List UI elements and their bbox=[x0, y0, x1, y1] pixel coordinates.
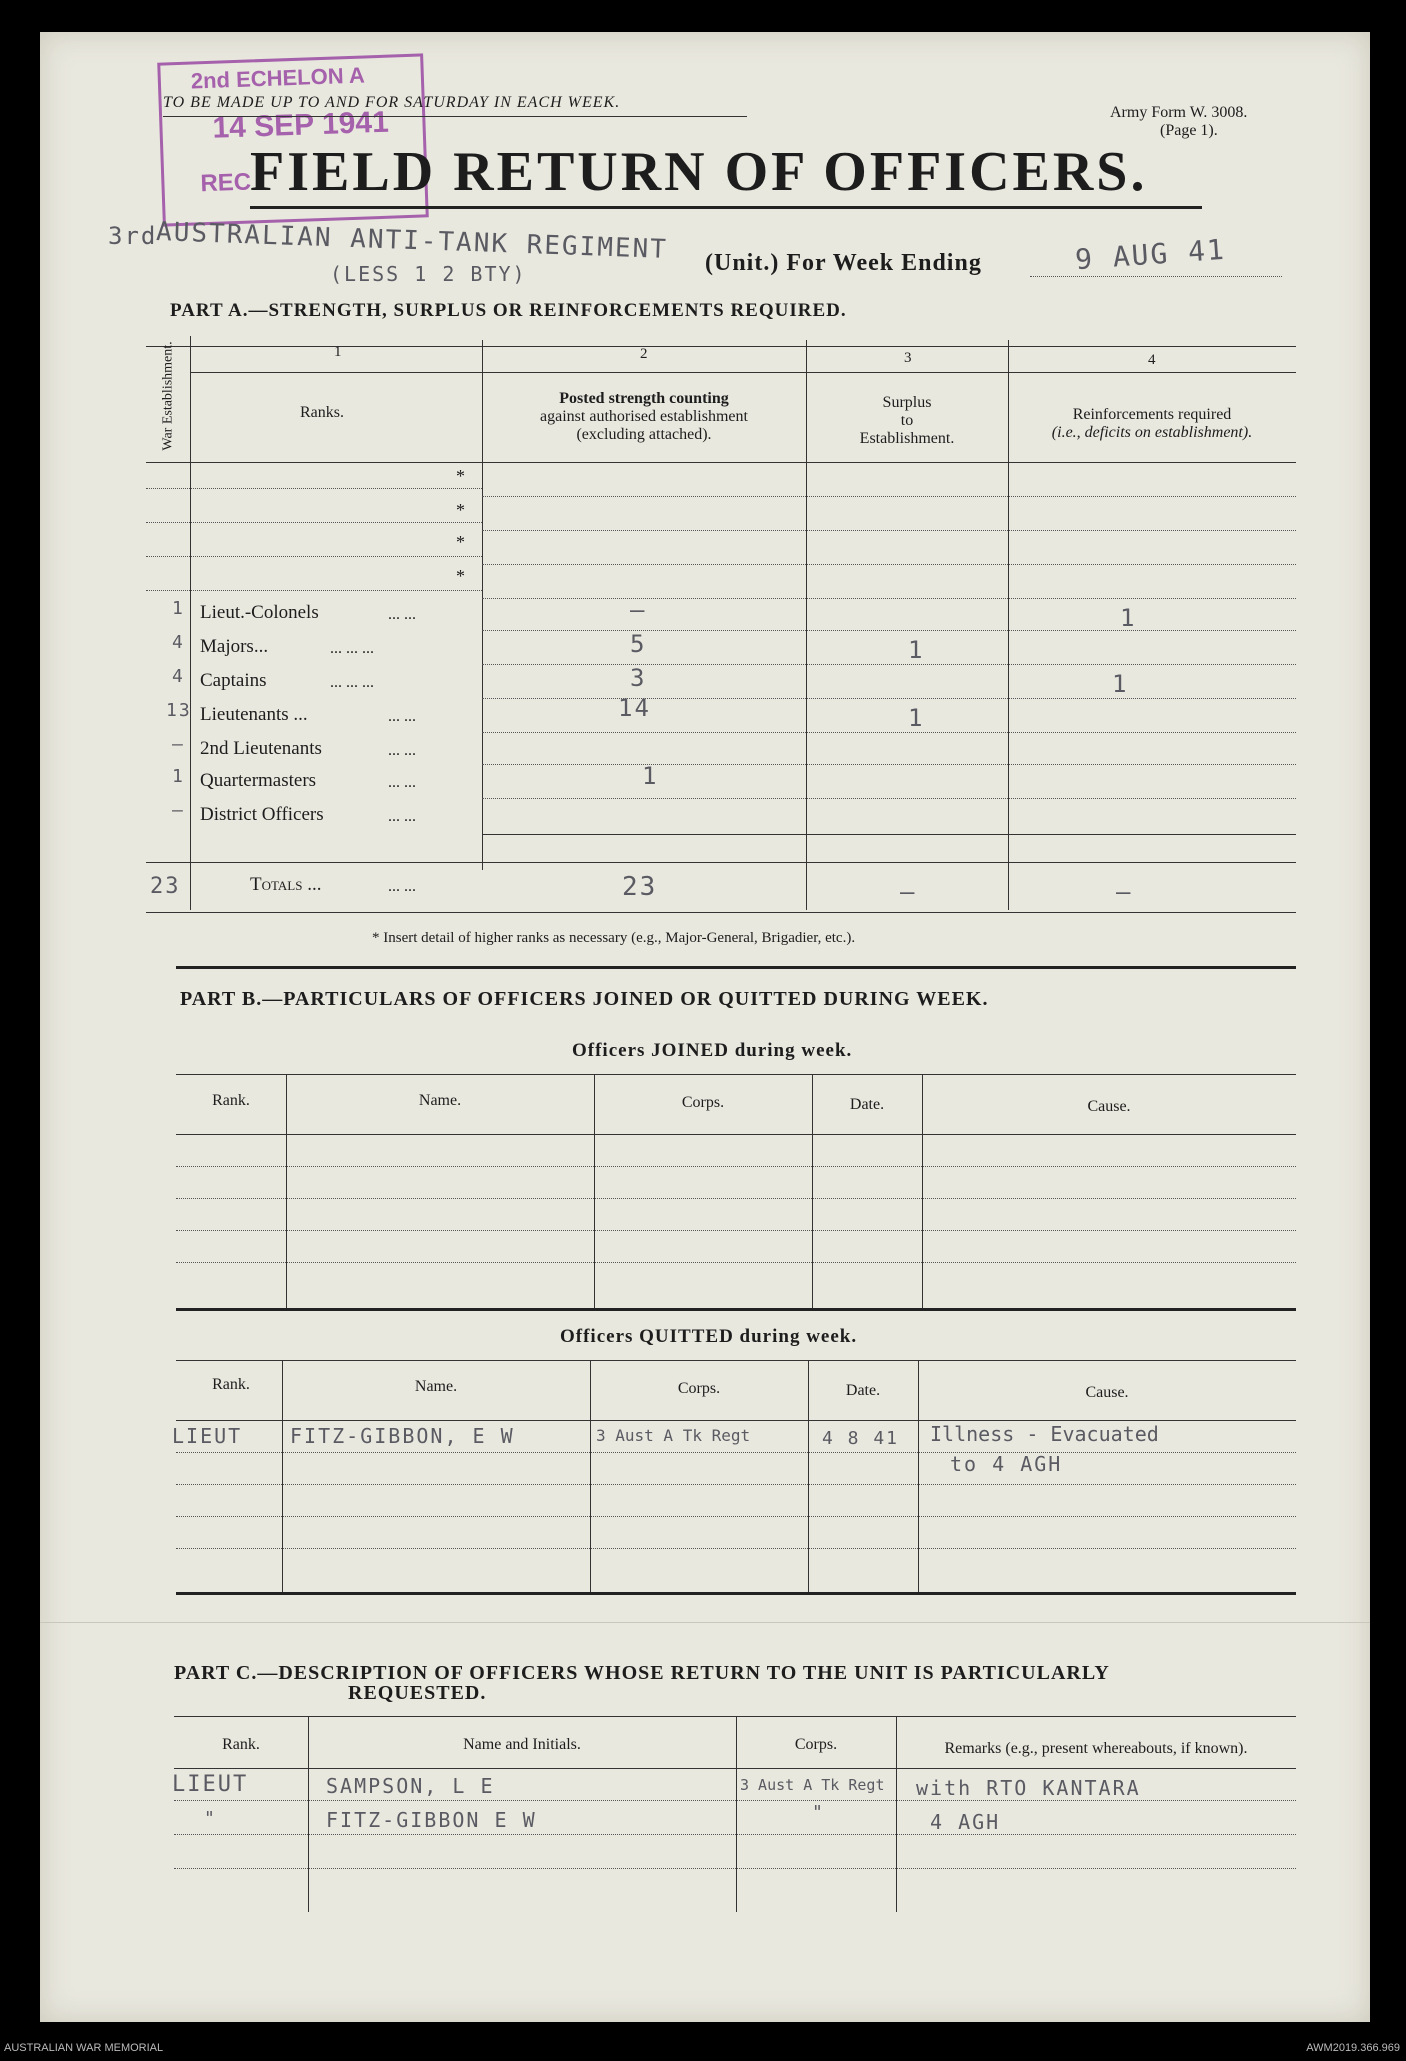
quitted-title: Officers QUITTED during week. bbox=[560, 1326, 858, 1347]
joined-row-line bbox=[176, 1198, 1296, 1199]
quitted-row-line bbox=[176, 1516, 1296, 1517]
instruction-line: TO BE MADE UP TO AND FOR SATURDAY IN EACH WEEK. bbox=[163, 94, 621, 111]
joined-sep bbox=[922, 1074, 923, 1310]
archive-footer-left: AUSTRALIAN WAR MEMORIAL bbox=[4, 2042, 164, 2054]
quitted-sep bbox=[808, 1360, 809, 1594]
col-number-3: 3 bbox=[904, 350, 912, 366]
part-a-header-rule bbox=[146, 462, 1296, 463]
star-marker: * bbox=[456, 566, 465, 586]
war-est-value: 1 bbox=[172, 766, 185, 787]
star-marker: * bbox=[456, 466, 465, 486]
rank-label: Lieutenants ... bbox=[200, 704, 308, 725]
reinf-value: 1 bbox=[1112, 670, 1129, 698]
value-dotline bbox=[482, 698, 1296, 699]
quitted-cause: Illness - Evacuated bbox=[930, 1422, 1159, 1446]
surplus-header-1: Surplus bbox=[882, 394, 932, 411]
rank-label: Lieut.-Colonels bbox=[200, 602, 319, 623]
joined-sep bbox=[286, 1074, 287, 1310]
part-c-sep bbox=[736, 1716, 737, 1912]
quitted-row-line bbox=[176, 1548, 1296, 1549]
rank-label: 2nd Lieutenants bbox=[200, 738, 322, 759]
posted-value: 14 bbox=[618, 694, 651, 722]
part-a-col-sep-1 bbox=[190, 336, 191, 910]
part-a-col-sep-2 bbox=[482, 340, 483, 870]
totals-posted: 23 bbox=[622, 872, 658, 902]
quitted-end-rule bbox=[176, 1592, 1296, 1595]
surplus-header-3: Establishment. bbox=[859, 430, 955, 447]
rank-leader-dots: ... ... bbox=[388, 606, 416, 623]
joined-col-corps: Corps. bbox=[681, 1094, 725, 1111]
quitted-row-line bbox=[176, 1484, 1296, 1485]
form-sheet bbox=[40, 32, 1370, 2022]
rank-leader-dots: ... ... bbox=[388, 808, 416, 825]
blank-value-dotline bbox=[482, 530, 1296, 531]
part-c-row-line bbox=[174, 1800, 1296, 1801]
unit-sub: (LESS 1 2 BTY) bbox=[330, 262, 527, 286]
part-c-rank: LIEUT bbox=[172, 1772, 249, 1797]
part-c-col-name: Name and Initials. bbox=[463, 1736, 581, 1753]
joined-title: Officers JOINED during week. bbox=[572, 1040, 853, 1061]
rank-leader-dots: ... ... bbox=[388, 774, 416, 791]
part-c-col-remarks: Remarks (e.g., present whereabouts, if known). bbox=[944, 1740, 1248, 1757]
part-c-top-rule bbox=[174, 1716, 1296, 1717]
rank-label: District Officers bbox=[200, 804, 324, 825]
value-rule bbox=[482, 834, 1296, 835]
blank-rank-dotline bbox=[146, 522, 482, 523]
war-est-value: – bbox=[172, 800, 185, 821]
rank-label: Majors... bbox=[200, 636, 269, 657]
blank-value-dotline bbox=[482, 496, 1296, 497]
part-a-col-sep-4 bbox=[1008, 340, 1009, 910]
war-est-value: 4 bbox=[172, 632, 185, 653]
surplus-value: 1 bbox=[908, 704, 925, 732]
part-c-sep bbox=[896, 1716, 897, 1912]
star-marker: * bbox=[456, 500, 465, 520]
part-c-col-corps: Corps. bbox=[794, 1736, 838, 1753]
totals-label: Totals ... bbox=[250, 874, 322, 895]
value-dotline bbox=[482, 664, 1296, 665]
war-est-value: – bbox=[172, 734, 185, 755]
stamp-line-1: 2nd ECHELON A bbox=[190, 62, 366, 94]
quitted-sep bbox=[590, 1360, 591, 1594]
joined-row-line bbox=[176, 1230, 1296, 1231]
title-underline bbox=[250, 206, 1202, 209]
joined-sep bbox=[594, 1074, 595, 1310]
part-c-name: SAMPSON, L E bbox=[326, 1774, 495, 1798]
part-b-heading: PART B.—PARTICULARS OF OFFICERS JOINED OR QUITTED DURING WEEK. bbox=[180, 988, 989, 1010]
quitted-rank: LIEUT bbox=[172, 1424, 243, 1448]
rank-label: Captains bbox=[200, 670, 267, 691]
joined-row-line bbox=[176, 1166, 1296, 1167]
rank-leader-dots: ... ... bbox=[388, 742, 416, 759]
instruction-underline bbox=[163, 116, 747, 117]
part-c-row-line bbox=[174, 1834, 1296, 1835]
joined-col-date: Date. bbox=[849, 1096, 885, 1113]
quitted-name: FITZ-GIBBON, E W bbox=[290, 1424, 515, 1448]
posted-value: 5 bbox=[630, 630, 647, 658]
part-a-top-rule bbox=[146, 346, 1296, 347]
quitted-col-rank: Rank. bbox=[212, 1376, 250, 1393]
quitted-col-date: Date. bbox=[845, 1382, 881, 1399]
part-a-footnote: * Insert detail of higher ranks as necessary (e.g., Major-General, Brigadier, etc.). bbox=[372, 930, 856, 946]
joined-top-rule bbox=[176, 1074, 1296, 1075]
posted-header-3: (excluding attached). bbox=[576, 426, 712, 443]
paper-fold bbox=[40, 1622, 1370, 1623]
value-dotline bbox=[482, 764, 1296, 765]
blank-value-dotline bbox=[482, 564, 1296, 565]
value-dotline bbox=[482, 798, 1296, 799]
ranks-header: Ranks. bbox=[300, 404, 344, 421]
joined-col-name: Name. bbox=[418, 1092, 462, 1109]
posted-header-2: against authorised establishment bbox=[540, 408, 748, 425]
part-a-number-rule bbox=[190, 372, 1296, 373]
part-a-end-rule bbox=[176, 966, 1296, 969]
unit-name: AUSTRALIAN ANTI-TANK REGIMENT bbox=[155, 217, 669, 265]
war-establishment-label: War Establishment. bbox=[160, 341, 176, 451]
totals-bottom-rule bbox=[146, 912, 1296, 913]
posted-value: 1 bbox=[642, 762, 659, 790]
value-dotline bbox=[482, 732, 1296, 733]
quitted-col-corps: Corps. bbox=[677, 1380, 721, 1397]
war-est-value: 4 bbox=[172, 666, 185, 687]
reinf-value: 1 bbox=[1120, 604, 1137, 632]
stamp-date: 14 SEP 1941 bbox=[211, 105, 390, 145]
war-establishment-header bbox=[160, 336, 190, 456]
part-c-col-rank: Rank. bbox=[222, 1736, 260, 1753]
totals-surplus: – bbox=[900, 878, 917, 906]
quitted-sep bbox=[918, 1360, 919, 1594]
col-number-1: 1 bbox=[334, 344, 342, 360]
part-c-corps: 3 Aust A Tk Regt bbox=[740, 1776, 885, 1794]
quitted-header-rule bbox=[176, 1420, 1296, 1421]
reinf-header-2: (i.e., deficits on establishment). bbox=[1051, 424, 1253, 441]
unit-label: (Unit.) For Week Ending bbox=[705, 250, 982, 276]
rank-leader-dots: ... ... ... bbox=[330, 674, 374, 691]
joined-col-rank: Rank. bbox=[212, 1092, 250, 1109]
page-number: (Page 1). bbox=[1160, 122, 1218, 139]
quitted-date: 4 8 41 bbox=[822, 1428, 900, 1449]
part-a-col-sep-3 bbox=[806, 340, 807, 910]
rank-leader-dots: ... ... bbox=[388, 708, 416, 725]
star-marker: * bbox=[456, 532, 465, 552]
col-number-2: 2 bbox=[640, 346, 648, 362]
part-c-rank: " bbox=[204, 1808, 217, 1829]
week-ending-dotline bbox=[1030, 276, 1282, 277]
posted-value: – bbox=[630, 596, 647, 624]
totals-leader-dots: ... ... bbox=[388, 878, 416, 895]
joined-end-rule bbox=[176, 1308, 1296, 1311]
war-est-value: 13 bbox=[166, 700, 192, 721]
part-c-heading-2: REQUESTED. bbox=[348, 1682, 487, 1704]
part-a-heading: PART A.—STRENGTH, SURPLUS OR REINFORCEMENTS REQUIRED. bbox=[170, 300, 847, 321]
rank-label: Quartermasters bbox=[200, 770, 317, 791]
surplus-header-2: to bbox=[900, 412, 914, 429]
blank-value-dotline bbox=[482, 598, 1296, 599]
quitted-row-line bbox=[176, 1452, 1296, 1453]
surplus-value: 1 bbox=[908, 636, 925, 664]
posted-header-1: Posted strength counting bbox=[559, 390, 729, 407]
quitted-col-cause: Cause. bbox=[1085, 1384, 1129, 1401]
blank-rank-dotline bbox=[146, 590, 482, 591]
form-title: FIELD RETURN OF OFFICERS. bbox=[250, 141, 1148, 203]
archive-footer-right: AWM2019.366.969 bbox=[1306, 2042, 1400, 2054]
col-number-4: 4 bbox=[1148, 352, 1156, 368]
rank-leader-dots: ... ... ... bbox=[330, 640, 374, 657]
joined-col-cause: Cause. bbox=[1087, 1098, 1131, 1115]
posted-value: 3 bbox=[630, 664, 647, 692]
part-c-row-line bbox=[174, 1868, 1296, 1869]
quitted-cause-2: to 4 AGH bbox=[950, 1452, 1063, 1476]
quitted-col-name: Name. bbox=[414, 1378, 458, 1395]
form-number: Army Form W. 3008. bbox=[1110, 104, 1248, 121]
totals-reinf: – bbox=[1116, 878, 1133, 906]
totals-top-rule bbox=[146, 862, 1296, 863]
quitted-corps: 3 Aust A Tk Regt bbox=[596, 1426, 751, 1445]
totals-war-est: 23 bbox=[150, 874, 181, 899]
quitted-sep bbox=[282, 1360, 283, 1594]
war-est-value: 1 bbox=[172, 598, 185, 619]
blank-rank-dotline bbox=[146, 488, 482, 489]
part-c-name: FITZ-GIBBON E W bbox=[326, 1808, 537, 1832]
part-c-remarks: 4 AGH bbox=[930, 1810, 1001, 1834]
part-c-sep bbox=[308, 1716, 309, 1912]
unit-prefix: 3rd bbox=[108, 222, 158, 250]
blank-rank-dotline bbox=[146, 556, 482, 557]
joined-sep bbox=[812, 1074, 813, 1310]
part-c-header-rule bbox=[174, 1768, 1296, 1769]
stamp-line-3: REC bbox=[199, 168, 252, 198]
joined-header-rule bbox=[176, 1134, 1296, 1135]
part-c-remarks: with RTO KANTARA bbox=[916, 1776, 1141, 1800]
quitted-top-rule bbox=[176, 1360, 1296, 1361]
part-c-heading-1: PART C.—DESCRIPTION OF OFFICERS WHOSE RETURN TO THE UNIT IS PARTICULARLY bbox=[174, 1662, 1110, 1684]
part-c-corps: " bbox=[812, 1802, 825, 1823]
value-dotline bbox=[482, 630, 1296, 631]
joined-row-line bbox=[176, 1262, 1296, 1263]
reinf-header-1: Reinforcements required bbox=[1072, 406, 1232, 423]
week-ending-date: 9 AUG 41 bbox=[1074, 232, 1227, 277]
